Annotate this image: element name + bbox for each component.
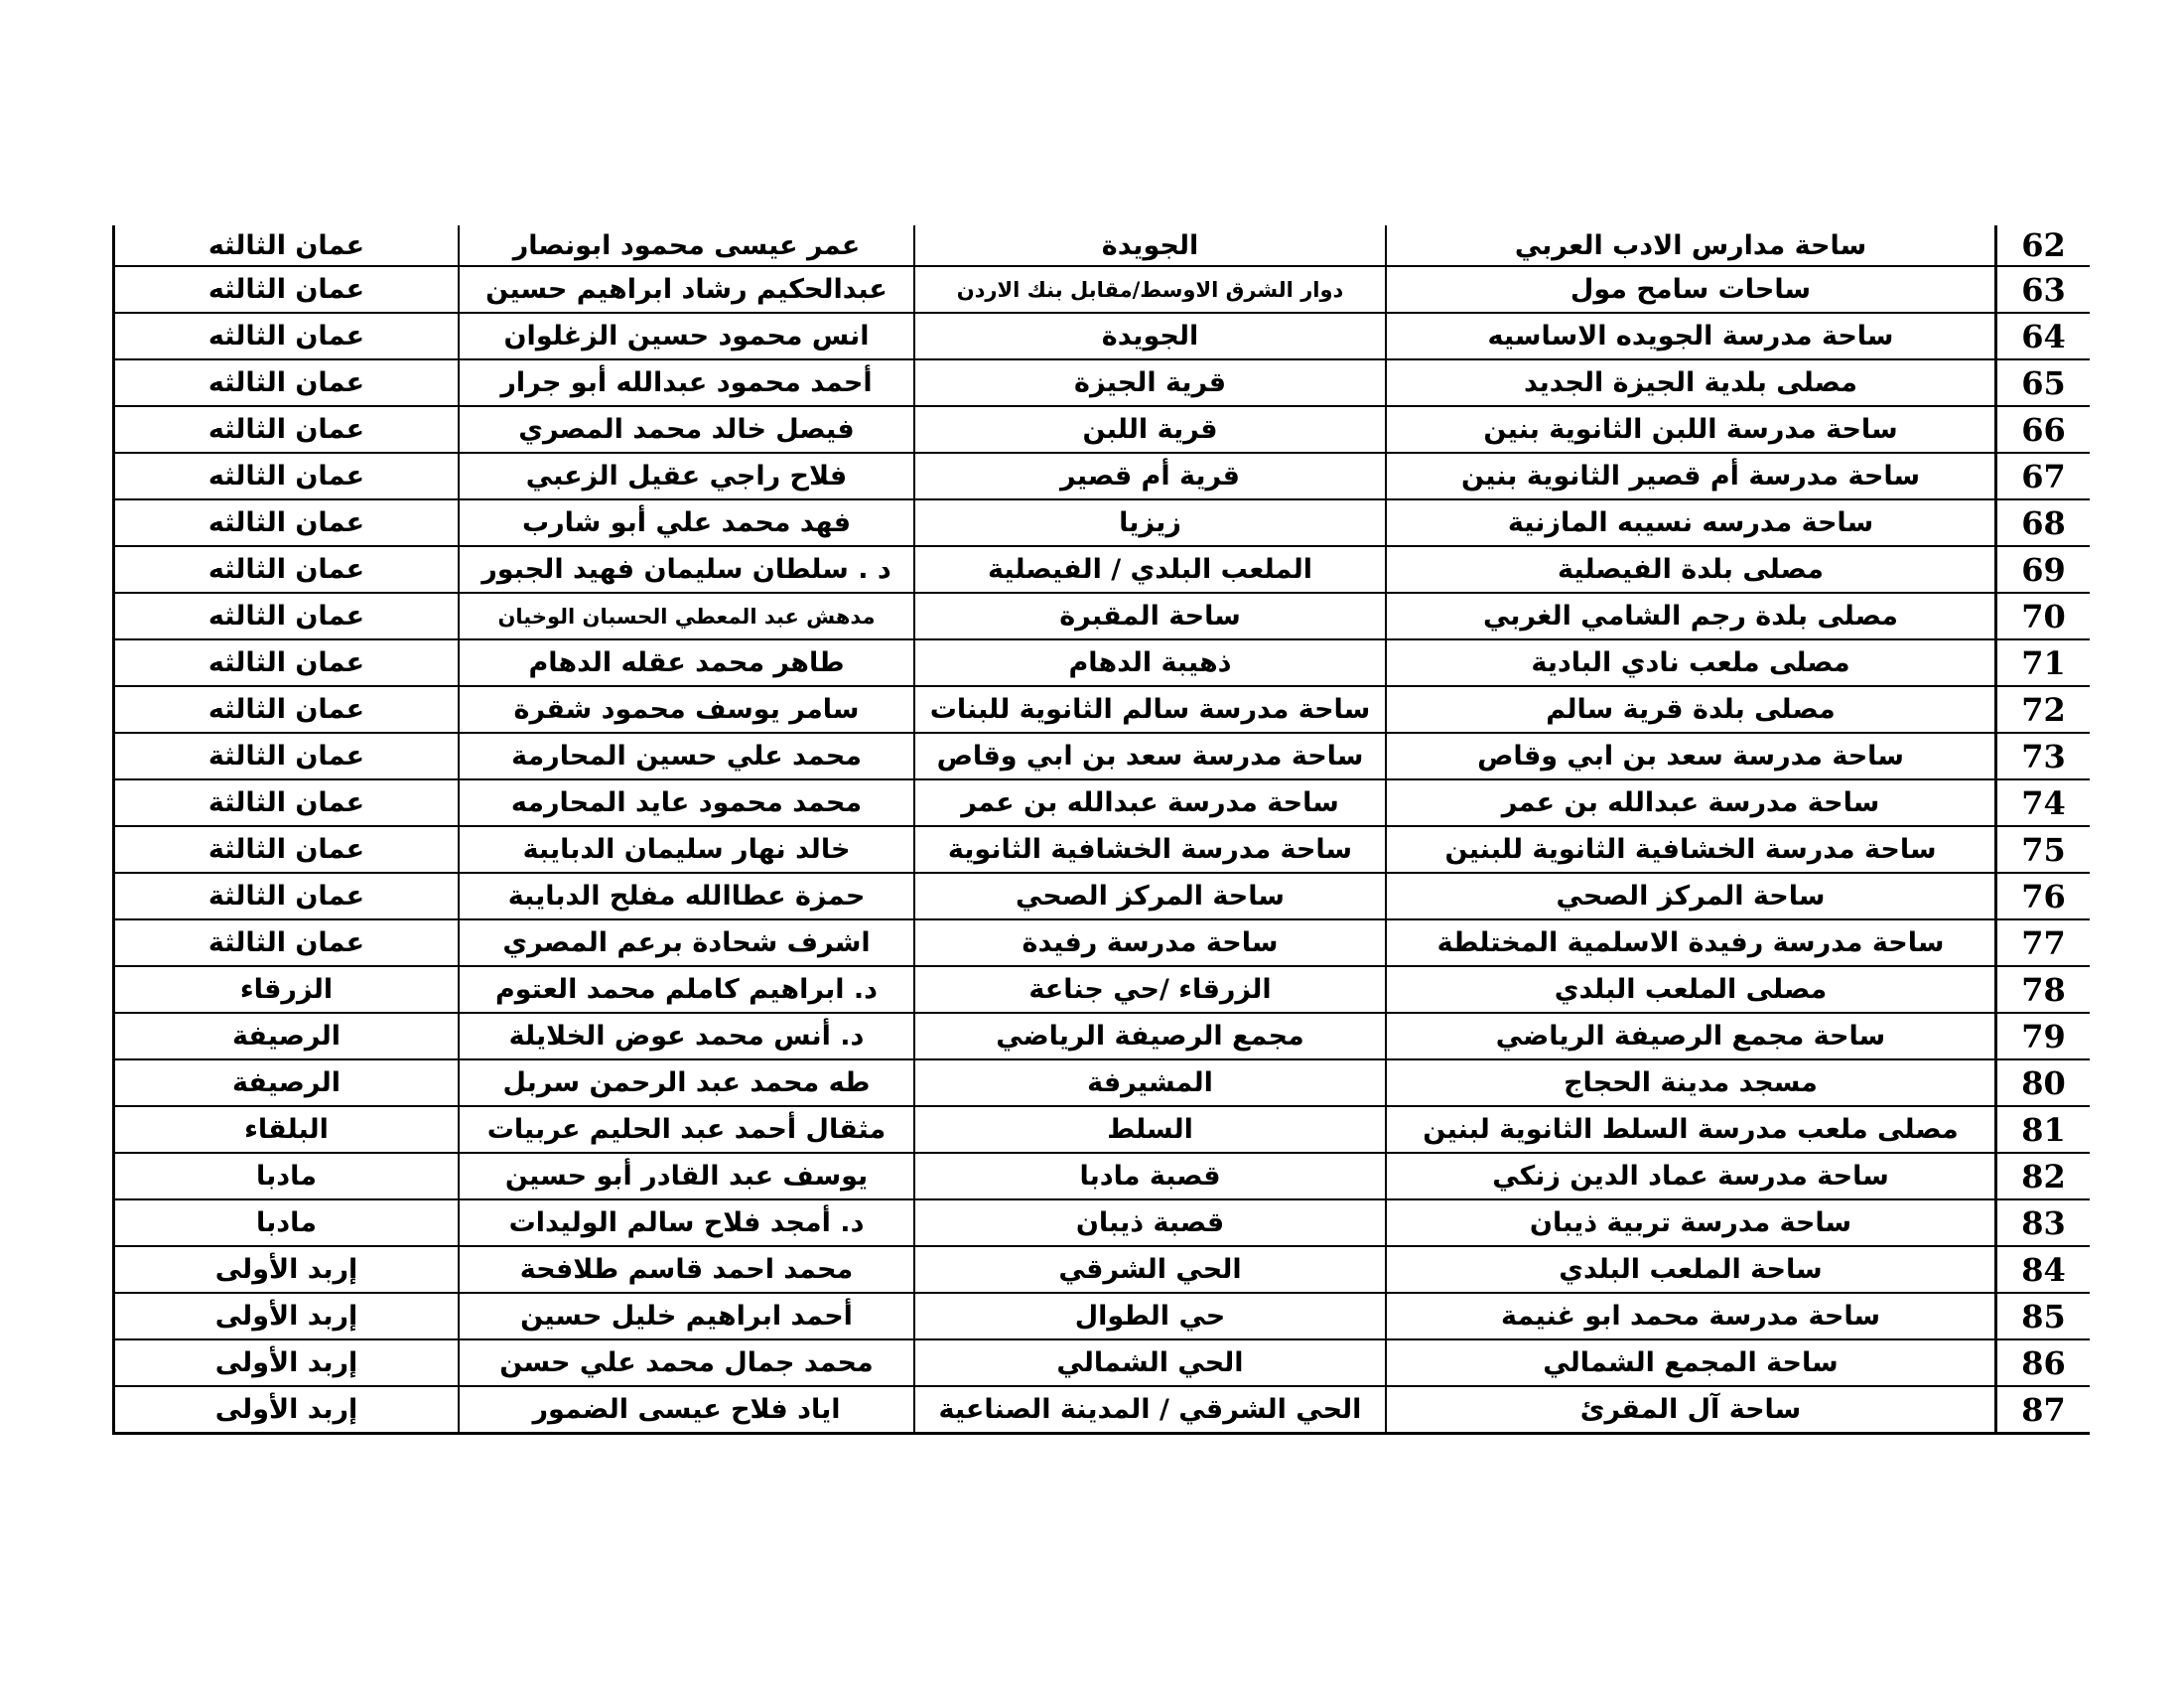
name-cell: د . سلطان سليمان فهيد الجبور [459,546,914,593]
area-cell: ساحة المركز الصحي [914,873,1386,919]
row-number-cell: 68 [1996,499,2091,546]
place-cell: ساحة المركز الصحي [1386,873,1996,919]
row-number-cell: 75 [1996,826,2091,873]
row-number-cell: 82 [1996,1153,2091,1199]
name-cell: محمد احمد قاسم طلافحة [459,1246,914,1293]
row-number-cell: 78 [1996,966,2091,1013]
row-number-cell: 77 [1996,919,2091,966]
row-number-cell: 64 [1996,313,2091,359]
place-cell: مصلى بلدة قرية سالم [1386,686,1996,733]
directorate-cell: عمان الثالثه [114,499,460,546]
name-cell: اياد فلاح عيسى الضمور [459,1386,914,1434]
directorate-cell: مادبا [114,1153,460,1199]
directorate-cell: عمان الثالثة [114,779,460,826]
table-row [114,1199,2091,1246]
place-cell: ساحة مدرسة محمد ابو غنيمة [1386,1293,1996,1339]
row-number-cell: 79 [1996,1013,2091,1059]
row-number-cell: 72 [1996,686,2091,733]
directorate-cell: عمان الثالثة [114,826,460,873]
name-cell: مثقال أحمد عبد الحليم عربيات [459,1106,914,1153]
row-number-cell: 66 [1996,406,2091,453]
place-cell: ساحة الملعب البلدي [1386,1246,1996,1293]
table-row [114,1013,2091,1059]
row-number-cell: 87 [1996,1386,2091,1434]
area-cell: ساحة مدرسة الخشافية الثانوية [914,826,1386,873]
name-cell: محمد جمال محمد علي حسن [459,1339,914,1386]
area-cell: الحي الشرقي [914,1246,1386,1293]
row-number-cell: 81 [1996,1106,2091,1153]
place-cell: ساحة مدرسة رفيدة الاسلمية المختلطة [1386,919,1996,966]
directorate-cell: عمان الثالثه [114,686,460,733]
directorate-cell: الزرقاء [114,966,460,1013]
table-row [114,225,2091,266]
row-number-cell: 70 [1996,593,2091,639]
row-number-cell: 83 [1996,1199,2091,1246]
directorate-cell: إربد الأولى [114,1246,460,1293]
place-cell: ساحة آل المقرئ [1386,1386,1996,1434]
directorate-cell: عمان الثالثه [114,546,460,593]
area-cell: قصبة مادبا [914,1153,1386,1199]
table-row [114,1339,2091,1386]
directorate-cell: عمان الثالثه [114,639,460,686]
area-cell: قرية الجيزة [914,359,1386,406]
area-cell: المشيرفة [914,1059,1386,1106]
name-cell: د. أنس محمد عوض الخلايلة [459,1013,914,1059]
area-cell: ساحة مدرسة رفيدة [914,919,1386,966]
area-cell: ساحة مدرسة سعد بن ابي وقاص [914,733,1386,779]
place-cell: ساحة مدرسة سعد بن ابي وقاص [1386,733,1996,779]
place-cell: ساحة مدرسة الجويده الاساسيه [1386,313,1996,359]
table-row [114,499,2091,546]
row-number-cell: 85 [1996,1293,2091,1339]
area-cell: الحي الشمالي [914,1339,1386,1386]
name-cell: خالد نهار سليمان الدبايبة [459,826,914,873]
place-cell: مصلى بلدة الفيصلية [1386,546,1996,593]
name-cell: د. ابراهيم كاملم محمد العتوم [459,966,914,1013]
name-cell: محمد محمود عايد المحارمه [459,779,914,826]
table-row [114,406,2091,453]
directorate-cell: عمان الثالثه [114,359,460,406]
area-cell: ساحة مدرسة سالم الثانوية للبنات [914,686,1386,733]
place-cell: مصلى ملعب مدرسة السلط الثانوية لبنين [1386,1106,1996,1153]
directorate-cell: عمان الثالثه [114,593,460,639]
row-number-cell: 69 [1996,546,2091,593]
table-row [114,779,2091,826]
prayer-locations-table [112,225,2090,1435]
table-row [114,1153,2091,1199]
area-cell: حي الطوال [914,1293,1386,1339]
place-cell: مصلى الملعب البلدي [1386,966,1996,1013]
name-cell: فهد محمد علي أبو شارب [459,499,914,546]
table-row [114,919,2091,966]
area-cell: ساحة مدرسة عبدالله بن عمر [914,779,1386,826]
row-number-cell: 80 [1996,1059,2091,1106]
name-cell: أحمد ابراهيم خليل حسين [459,1293,914,1339]
area-cell: الجويدة [914,313,1386,359]
area-cell: الحي الشرقي / المدينة الصناعية [914,1386,1386,1434]
row-number-cell: 76 [1996,873,2091,919]
table-body [114,225,2091,1434]
table-row [114,313,2091,359]
area-cell: زيزيا [914,499,1386,546]
table-row [114,593,2091,639]
area-cell: دوار الشرق الاوسط/مقابل بنك الاردن [914,266,1386,313]
name-cell: يوسف عبد القادر أبو حسين [459,1153,914,1199]
directorate-cell: إربد الأولى [114,1386,460,1434]
table-row [114,266,2091,313]
directorate-cell: الرصيفة [114,1059,460,1106]
name-cell: فلاح راجي عقيل الزعبي [459,453,914,499]
name-cell: عبدالحكيم رشاد ابراهيم حسين [459,266,914,313]
name-cell: مدهش عبد المعطي الحسبان الوخيان [459,593,914,639]
table-row [114,1386,2091,1434]
table-row [114,359,2091,406]
area-cell: الملعب البلدي / الفيصلية [914,546,1386,593]
row-number-cell: 73 [1996,733,2091,779]
name-cell: محمد علي حسين المحارمة [459,733,914,779]
table-row [114,1293,2091,1339]
place-cell: ساحة مدرسة عبدالله بن عمر [1386,779,1996,826]
place-cell: ساحة مدرسة اللبن الثانوية بنين [1386,406,1996,453]
directorate-cell: مادبا [114,1199,460,1246]
place-cell: ساحة مدرسة تربية ذيبان [1386,1199,1996,1246]
place-cell: ساحات سامح مول [1386,266,1996,313]
directorate-cell: عمان الثالثه [114,266,460,313]
directorate-cell: عمان الثالثه [114,313,460,359]
row-number-cell: 86 [1996,1339,2091,1386]
place-cell: مصلى بلدة رجم الشامي الغربي [1386,593,1996,639]
table-row [114,1106,2091,1153]
name-cell: سامر يوسف محمود شقرة [459,686,914,733]
place-cell: ساحة مجمع الرصيفة الرياضي [1386,1013,1996,1059]
row-number-cell: 84 [1996,1246,2091,1293]
name-cell: اشرف شحادة برعم المصري [459,919,914,966]
directorate-cell: عمان الثالثة [114,919,460,966]
table-row [114,1059,2091,1106]
name-cell: انس محمود حسين الزغلوان [459,313,914,359]
table-row [114,1246,2091,1293]
directorate-cell: عمان الثالثه [114,453,460,499]
directorate-cell: عمان الثالثه [114,225,460,266]
place-cell: ساحة المجمع الشمالي [1386,1339,1996,1386]
directorate-cell: عمان الثالثة [114,873,460,919]
place-cell: ساحة مدارس الادب العربي [1386,225,1996,266]
area-cell: السلط [914,1106,1386,1153]
row-number-cell: 71 [1996,639,2091,686]
row-number-cell: 67 [1996,453,2091,499]
area-cell: قرية أم قصير [914,453,1386,499]
place-cell: ساحة مدرسه نسيبه المازنية [1386,499,1996,546]
directorate-cell: البلقاء [114,1106,460,1153]
row-number-cell: 62 [1996,225,2091,266]
area-cell: ذهيبة الدهام [914,639,1386,686]
place-cell: مصلى ملعب نادي البادية [1386,639,1996,686]
directorate-cell: إربد الأولى [114,1339,460,1386]
table-row [114,546,2091,593]
area-cell: ساحة المقبرة [914,593,1386,639]
directorate-cell: إربد الأولى [114,1293,460,1339]
place-cell: ساحة مدرسة أم قصير الثانوية بنين [1386,453,1996,499]
name-cell: د. أمجد فلاح سالم الوليدات [459,1199,914,1246]
place-cell: ساحة مدرسة عماد الدين زنكي [1386,1153,1996,1199]
table-row [114,453,2091,499]
table-row [114,639,2091,686]
table-row [114,826,2091,873]
table-row [114,733,2091,779]
place-cell: مسجد مدينة الحجاج [1386,1059,1996,1106]
name-cell: فيصل خالد محمد المصري [459,406,914,453]
place-cell: مصلى بلدية الجيزة الجديد [1386,359,1996,406]
directorate-cell: عمان الثالثه [114,406,460,453]
row-number-cell: 65 [1996,359,2091,406]
name-cell: طاهر محمد عقله الدهام [459,639,914,686]
directorate-cell: الرصيفة [114,1013,460,1059]
table-row [114,686,2091,733]
row-number-cell: 74 [1996,779,2091,826]
area-cell: مجمع الرصيفة الرياضي [914,1013,1386,1059]
directorate-cell: عمان الثالثة [114,733,460,779]
name-cell: عمر عيسى محمود ابونصار [459,225,914,266]
area-cell: قرية اللبن [914,406,1386,453]
name-cell: أحمد محمود عبدالله أبو جرار [459,359,914,406]
name-cell: طه محمد عبد الرحمن سربل [459,1059,914,1106]
table-row [114,873,2091,919]
row-number-cell: 63 [1996,266,2091,313]
area-cell: قصبة ذيبان [914,1199,1386,1246]
table-row [114,966,2091,1013]
area-cell: الزرقاء /حي جناعة [914,966,1386,1013]
area-cell: الجويدة [914,225,1386,266]
name-cell: حمزة عطاالله مفلح الدبايبة [459,873,914,919]
place-cell: ساحة مدرسة الخشافية الثانوية للبنين [1386,826,1996,873]
